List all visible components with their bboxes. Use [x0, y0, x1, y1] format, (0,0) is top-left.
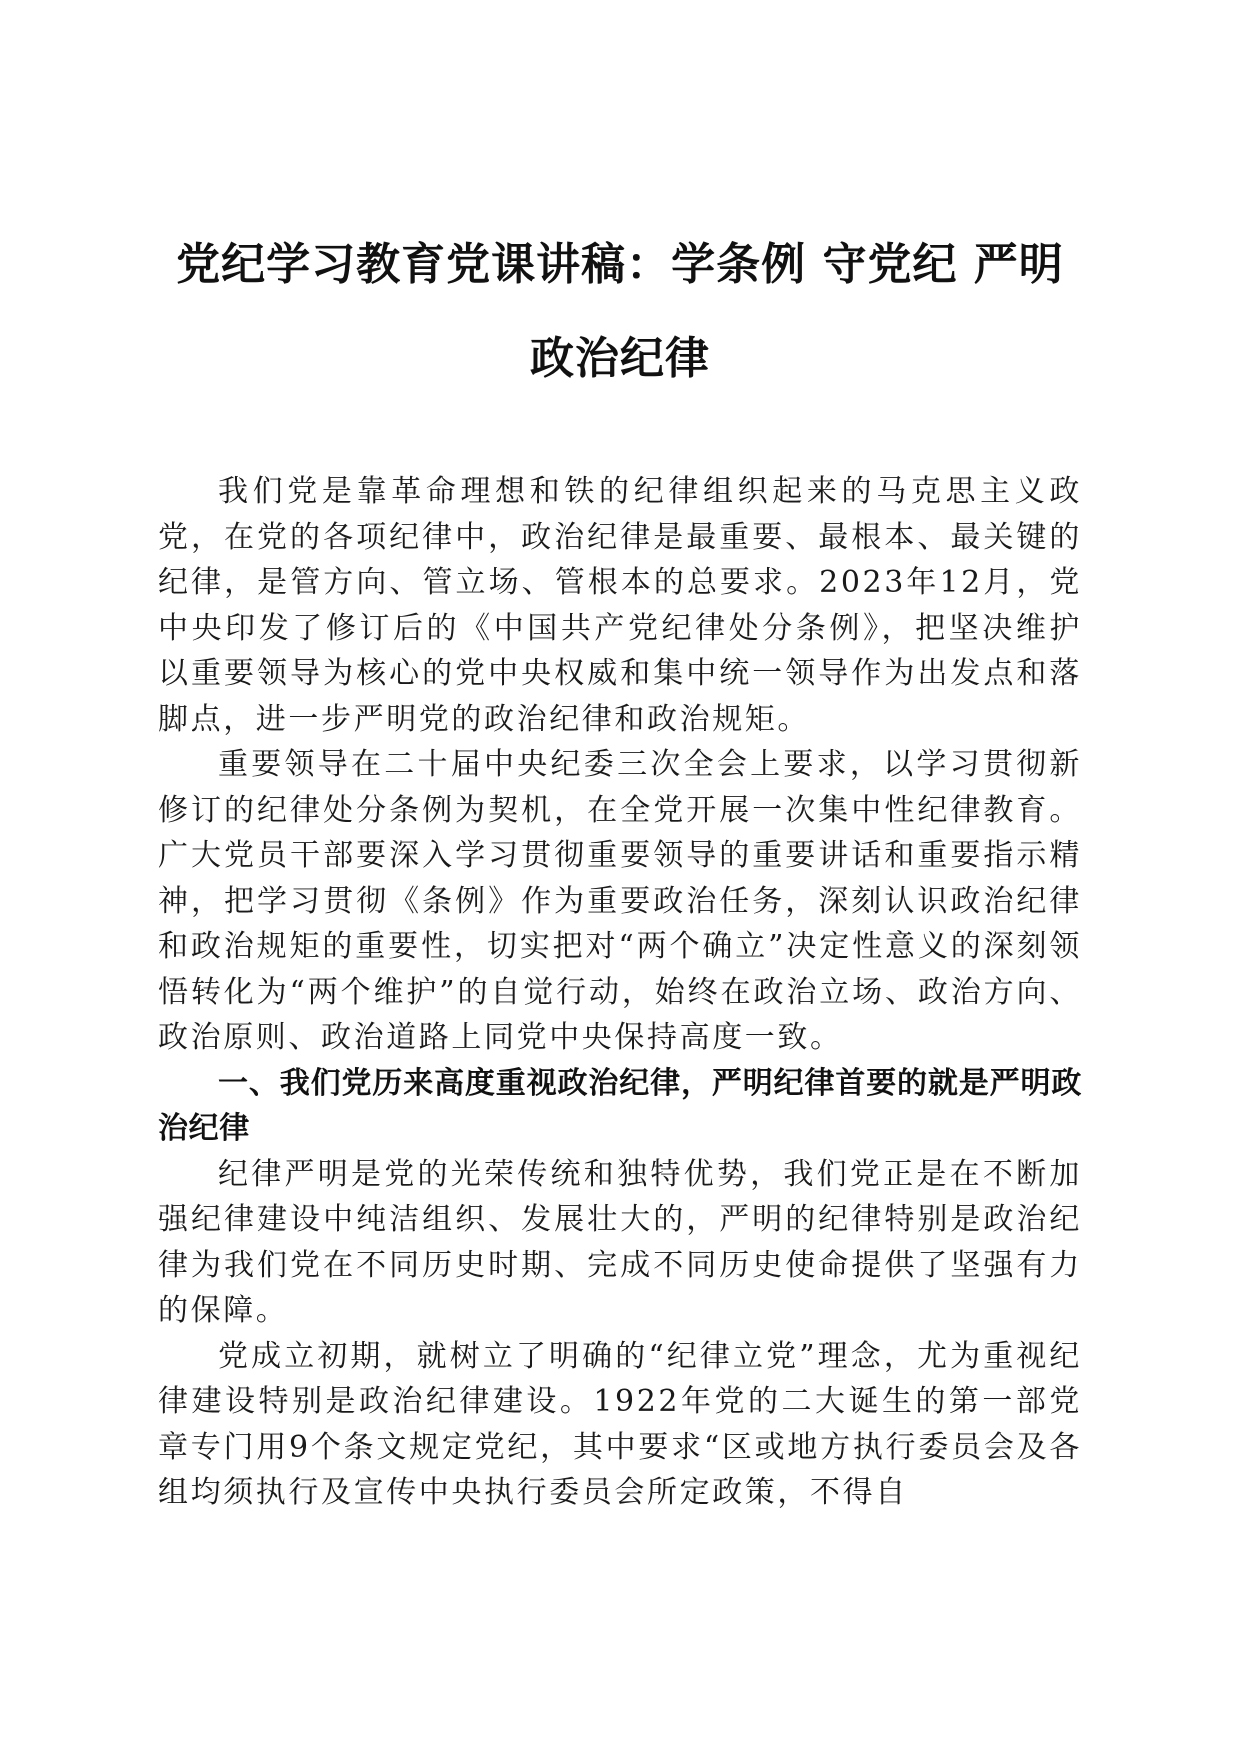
intro-paragraph-2: 重要领导在二十届中央纪委三次全会上要求，以学习贯彻新修订的纪律处分条例为契机，在全党开展一次集中性纪律教育。广大党员干部要深入学习贯彻重要领导的重要讲话和重要指示精神，把学习贯彻《条例》作为重要政治任务，深刻认识政治纪律和政治规矩的重要性，切实把对“两个确立”决定性意义的深刻领悟转化为“两个维护”的自觉行动，始终在政治立场、政治方向、政治原则、政治道路上同党中央保持高度一致。: [158, 747, 1082, 1055]
title-line-1: 党纪学习教育党课讲稿：学条例 守党纪 严明: [176, 239, 1064, 290]
section-1-paragraph-2: 党成立初期，就树立了明确的“纪律立党”理念，尤为重视纪律建设特别是政治纪律建设。1922年党的二大诞生的第一部党章专门用9个条文规定党纪，其中要求“区或地方执行委员会及各组均须执行及宣传中央执行委员会所定政策，不得自: [158, 1338, 1082, 1510]
intro-paragraph-1: 我们党是靠革命理想和铁的纪律组织起来的马克思主义政党，在党的各项纪律中，政治纪律是最重要、最根本、最关键的纪律，是管方向、管立场、管根本的总要求。2023年12月，党中央印发了修订后的《中国共产党纪律处分条例》，把坚决维护以重要领导为核心的党中央权威和集中统一领导作为出发点和落脚点，进一步严明党的政治纪律和政治规矩。: [158, 474, 1082, 737]
document-body: [158, 469, 1082, 1516]
document-title: [150, 218, 1090, 406]
title-line-2: 政治纪律: [530, 333, 710, 384]
section-1-paragraph-1: 纪律严明是党的光荣传统和独特优势，我们党正是在不断加强纪律建设中纯洁组织、发展壮大的，严明的纪律特别是政治纪律为我们党在不同历史时期、完成不同历史使命提供了坚强有力的保障。: [158, 1156, 1082, 1328]
section-1-heading: 一、我们党历来高度重视政治纪律，严明纪律首要的就是严明政治纪律: [158, 1065, 1082, 1146]
